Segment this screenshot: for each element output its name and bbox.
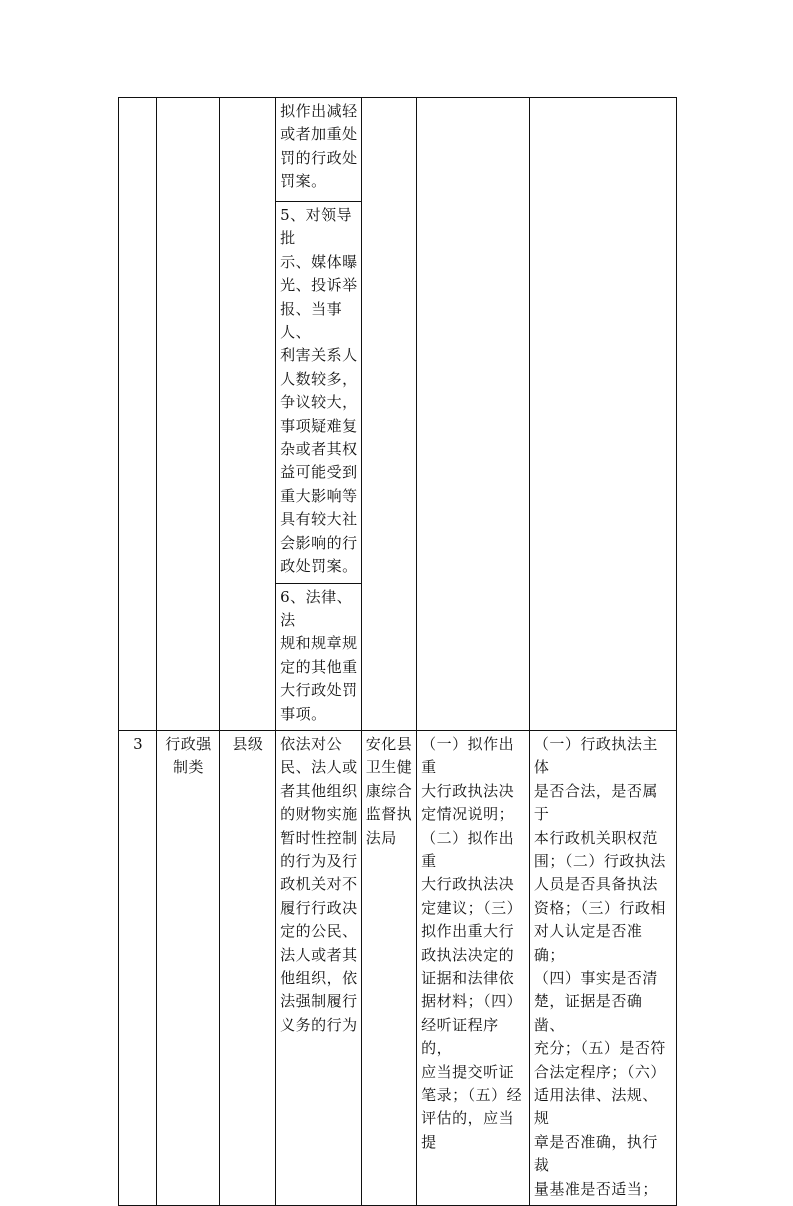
category-cell — [157, 98, 219, 731]
department-cell: 安化县 卫生健 康综合 监督执 法局 — [361, 730, 416, 1205]
enforcement-review-table — [118, 97, 677, 1206]
condition-cell: 拟作出减轻 或者加重处 罚的行政处 罚案。 — [276, 98, 362, 202]
level-cell: 县级 — [219, 730, 275, 1205]
category-cell: 行政强 制类 — [157, 730, 219, 1205]
table-row — [119, 730, 677, 1205]
condition-cell: 6、法律、法 规和规章规 定的其他重 大行政处罚 事项。 — [276, 583, 362, 730]
table-row — [119, 98, 677, 202]
number-cell — [119, 98, 157, 731]
review-content-cell: （一）行政执法主体 是否合法，是否属于 本行政机关职权范 围；（二）行政执法 人员是否具备执法 资格；（三）行政相 对人认定是否准确； （四）事实是否清 楚，证据是否确凿、 充分；（五）是否符 合法定程序；（六） 适用法律、法规、规 章是否准确，执行裁 量基准是否适当； — [529, 730, 676, 1205]
department-cell — [361, 98, 416, 731]
level-cell — [219, 98, 275, 731]
review-content-cell — [529, 98, 676, 731]
scope-cell: 依法对公 民、法人或 者其他组织 的财物实施 暂时性控制 的行为及行 政机关对不 履行行政决 定的公民、 法人或者其 他组织，依 法强制履行 义务的行为 — [276, 730, 362, 1205]
materials-cell — [417, 98, 530, 731]
number-cell: 3 — [119, 730, 157, 1205]
materials-cell: （一）拟作出重 大行政执法决 定情况说明； （二）拟作出重 大行政执法决 定建议；（三） 拟作出重大行 政执法决定的 证据和法律依 据材料；（四） 经听证程序的， 应当提交听证 笔录；（五）经 评估的，应当提 — [417, 730, 530, 1205]
condition-cell: 5、对领导批 示、媒体曝 光、投诉举 报、当事人、 利害关系人 人数较多， 争议较大， 事项疑难复 杂或者其权 益可能受到 重大影响等 具有较大社 会影响的行 政处罚案。 — [276, 202, 362, 584]
